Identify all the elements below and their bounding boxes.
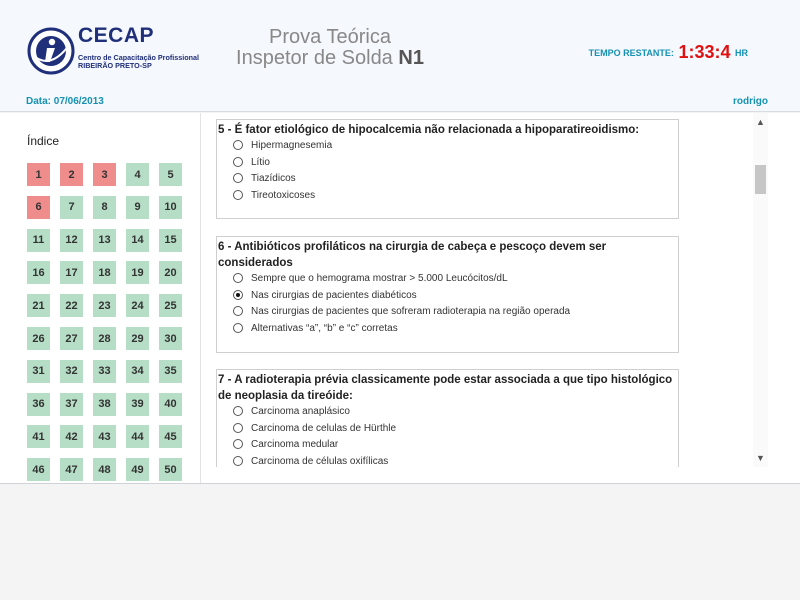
question-link-16[interactable]: 16	[27, 261, 50, 284]
timer-unit: HR	[735, 48, 748, 58]
scroll-thumb[interactable]	[755, 165, 766, 194]
question-link-44[interactable]: 44	[126, 425, 149, 448]
question-link-8[interactable]: 8	[93, 196, 116, 219]
answer-radio[interactable]	[233, 290, 243, 300]
question-link-23[interactable]: 23	[93, 294, 116, 317]
question-link-45[interactable]: 45	[159, 425, 182, 448]
question-link-20[interactable]: 20	[159, 261, 182, 284]
page-title	[220, 27, 440, 69]
answer-radio[interactable]	[233, 423, 243, 433]
question-link-9[interactable]: 9	[126, 196, 149, 219]
answer-radio[interactable]	[233, 140, 243, 150]
answer-label: Alternativas “a”, “b” e “c” corretas	[251, 322, 398, 334]
answer-label: Carcinoma de celulas de Hürthle	[251, 422, 397, 434]
scroll-down-icon[interactable]: ▼	[756, 453, 765, 463]
question-link-43[interactable]: 43	[93, 425, 116, 448]
question-link-47[interactable]: 47	[60, 458, 83, 481]
question-link-5[interactable]: 5	[159, 163, 182, 186]
question-link-19[interactable]: 19	[126, 261, 149, 284]
answer-radio[interactable]	[233, 273, 243, 283]
question-link-35[interactable]: 35	[159, 360, 182, 383]
question-link-24[interactable]: 24	[126, 294, 149, 317]
question-link-6[interactable]: 6	[27, 196, 50, 219]
answer-label: Carcinoma medular	[251, 439, 339, 450]
answer-radio[interactable]	[233, 439, 243, 449]
answer-option[interactable]	[217, 421, 678, 438]
question-link-14[interactable]: 14	[126, 229, 149, 252]
answer-radio[interactable]	[233, 157, 243, 167]
answer-option[interactable]	[217, 188, 678, 205]
answer-label: Nas cirurgias de pacientes diabéticos	[251, 289, 417, 301]
question-link-1[interactable]: 1	[27, 163, 50, 186]
answer-radio[interactable]	[233, 456, 243, 466]
answer-label: Tireotoxicoses	[251, 189, 316, 201]
answer-option[interactable]	[217, 454, 678, 468]
question-link-37[interactable]: 37	[60, 393, 83, 416]
answer-option[interactable]	[217, 437, 678, 454]
question-link-46[interactable]: 46	[27, 458, 50, 481]
question-link-17[interactable]: 17	[60, 261, 83, 284]
answer-radio[interactable]	[233, 323, 243, 333]
index-title: Índice	[27, 134, 60, 148]
question-link-10[interactable]: 10	[159, 196, 182, 219]
question-link-40[interactable]: 40	[159, 393, 182, 416]
cecap-logo	[26, 24, 206, 80]
question-link-50[interactable]: 50	[159, 458, 182, 481]
question-link-18[interactable]: 18	[93, 261, 116, 284]
header	[0, 0, 800, 112]
question-link-32[interactable]: 32	[60, 360, 83, 383]
question-text: 5 - É fator etiológico de hipocalcemia não relacionada a hipoparatireoidismo:	[218, 124, 640, 136]
question-link-7[interactable]: 7	[60, 196, 83, 219]
questions-panel	[202, 113, 750, 467]
question-link-34[interactable]: 34	[126, 360, 149, 383]
exam-level: N1	[398, 47, 424, 69]
answer-option[interactable]	[217, 271, 678, 288]
answer-label: Carcinoma de células oxifílicas	[251, 455, 389, 467]
question-link-49[interactable]: 49	[126, 458, 149, 481]
question-card	[216, 119, 679, 219]
answer-option[interactable]	[217, 304, 678, 321]
answer-label: Sempre que o hemograma mostrar > 5.000 Leucócitos/dL	[251, 273, 508, 284]
answer-option[interactable]	[217, 155, 678, 172]
question-link-28[interactable]: 28	[93, 327, 116, 350]
answer-label: Tiazídicos	[251, 173, 296, 184]
question-link-3[interactable]: 3	[93, 163, 116, 186]
question-link-33[interactable]: 33	[93, 360, 116, 383]
answer-label: Carcinoma anaplásico	[251, 406, 350, 417]
answer-option[interactable]	[217, 404, 678, 421]
exam-subtitle	[220, 48, 440, 69]
question-link-4[interactable]: 4	[126, 163, 149, 186]
answer-label: Hipermagnesemia	[251, 140, 333, 151]
answer-option[interactable]	[217, 321, 678, 338]
question-link-39[interactable]: 39	[126, 393, 149, 416]
question-link-11[interactable]: 11	[27, 229, 50, 252]
question-link-13[interactable]: 13	[93, 229, 116, 252]
question-link-29[interactable]: 29	[126, 327, 149, 350]
cecap-logo-icon	[26, 26, 76, 76]
question-link-38[interactable]: 38	[93, 393, 116, 416]
logo-location: RIBEIRÃO PRETO-SP	[78, 61, 152, 70]
username: rodrigo	[733, 96, 768, 107]
answer-option[interactable]	[217, 288, 678, 305]
question-link-27[interactable]: 27	[60, 327, 83, 350]
question-link-25[interactable]: 25	[159, 294, 182, 317]
question-text: 7 - A radioterapia prévia classicamente pode estar associada a que tipo histológico de neoplasia da tireóide:	[218, 374, 673, 402]
logo-name: CECAP	[78, 24, 155, 47]
question-link-42[interactable]: 42	[60, 425, 83, 448]
question-index	[0, 113, 201, 483]
answer-radio[interactable]	[233, 190, 243, 200]
question-link-22[interactable]: 22	[60, 294, 83, 317]
exam-date: Data: 07/06/2013	[26, 96, 104, 107]
answer-option[interactable]	[217, 138, 678, 155]
scroll-up-icon[interactable]: ▲	[756, 117, 765, 127]
exam-title: Prova Teórica	[269, 26, 391, 48]
answer-label: Nas cirurgias de pacientes que sofreram radioterapia na região operada	[251, 306, 571, 317]
answer-radio[interactable]	[233, 173, 243, 183]
question-link-30[interactable]: 30	[159, 327, 182, 350]
question-card	[216, 236, 679, 353]
question-text: 6 - Antibióticos profiláticos na cirurgia de cabeça e pescoço devem ser considerados	[218, 241, 607, 269]
question-card	[216, 369, 679, 467]
answer-radio[interactable]	[233, 306, 243, 316]
question-link-31[interactable]: 31	[27, 360, 50, 383]
questions-scrollbar[interactable]	[753, 113, 768, 467]
remaining-time	[589, 42, 748, 63]
logo-subtitle: Centro de Capacitação Profissional	[78, 53, 200, 62]
question-link-41[interactable]: 41	[27, 425, 50, 448]
main-area	[0, 113, 800, 484]
answer-radio[interactable]	[233, 406, 243, 416]
question-link-48[interactable]: 48	[93, 458, 116, 481]
timer-value: 1:33:4	[678, 42, 731, 62]
question-link-26[interactable]: 26	[27, 327, 50, 350]
question-link-12[interactable]: 12	[60, 229, 83, 252]
question-link-15[interactable]: 15	[159, 229, 182, 252]
timer-label: TEMPO RESTANTE:	[588, 48, 674, 58]
question-link-2[interactable]: 2	[60, 163, 83, 186]
answer-label: Lítio	[251, 156, 270, 168]
question-link-21[interactable]: 21	[27, 294, 50, 317]
question-link-36[interactable]: 36	[27, 393, 50, 416]
exam-role: Inspetor de Solda	[236, 47, 393, 69]
answer-option[interactable]	[217, 171, 678, 188]
